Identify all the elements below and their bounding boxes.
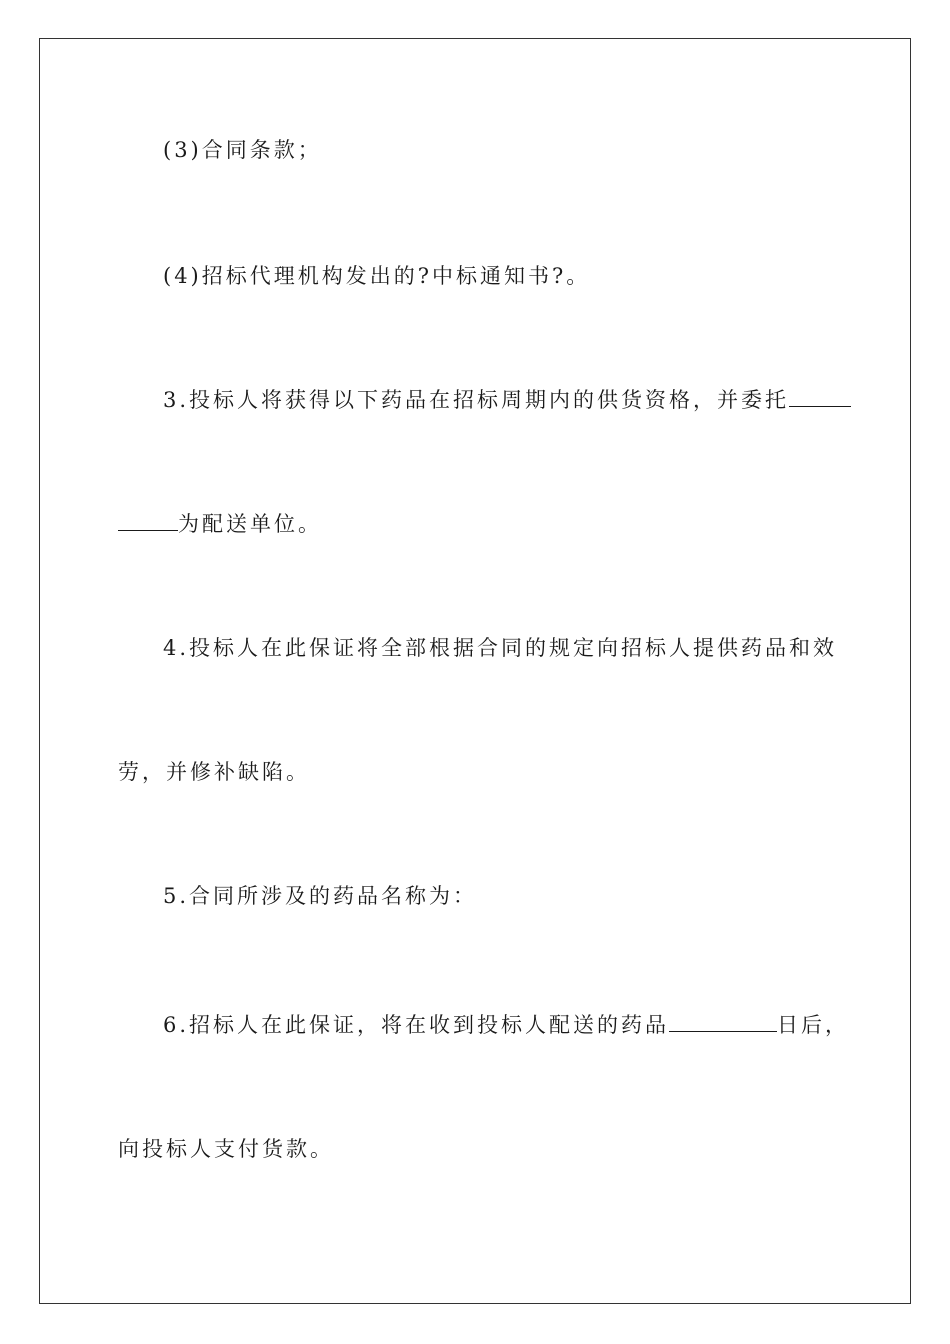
item-6-text: 6.招标人在此保证，将在收到投标人配送的药品 bbox=[163, 1013, 670, 1037]
clause-3-contract-terms: (3)合同条款； bbox=[163, 138, 322, 162]
clause-4-bid-notice: (4)招标代理机构发出的?中标通知书?。 bbox=[163, 264, 591, 288]
item-3-continuation-text: 为配送单位。 bbox=[178, 512, 322, 536]
item-3-text: 3.投标人将获得以下药品在招标周期内的供货资格，并委托 bbox=[163, 388, 790, 412]
item-6-tail: 日后， bbox=[777, 1013, 850, 1037]
item-4-continuation: 劳，并修补缺陷。 bbox=[118, 760, 310, 784]
item-3-supply-qualification bbox=[163, 387, 851, 413]
item-6-continuation: 向投标人支付货款。 bbox=[118, 1137, 334, 1161]
item-4-guarantee: 4.投标人在此保证将全部根据合同的规定向招标人提供药品和效 bbox=[163, 636, 838, 660]
page-border bbox=[39, 38, 911, 1304]
item-5-drug-names: 5.合同所涉及的药品名称为： bbox=[163, 884, 478, 908]
item-6-payment-guarantee bbox=[163, 1012, 849, 1038]
payment-days-blank-field[interactable] bbox=[669, 1013, 777, 1032]
distributor-blank-field-continued[interactable] bbox=[118, 512, 178, 531]
item-3-continuation bbox=[118, 511, 322, 537]
distributor-blank-field[interactable] bbox=[789, 388, 851, 407]
